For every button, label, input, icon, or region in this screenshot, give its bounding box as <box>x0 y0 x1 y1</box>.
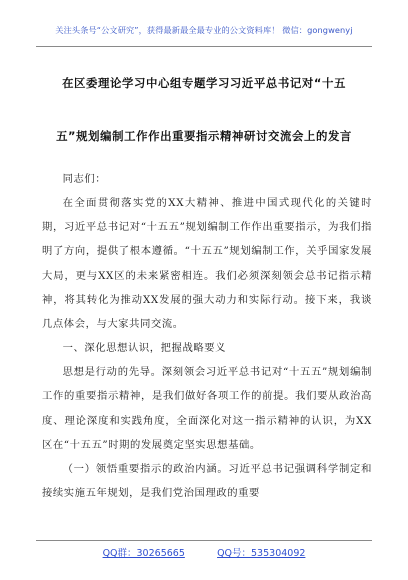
page-footer <box>36 540 372 569</box>
footer-qq-group[interactable]: QQ群：30265665 <box>102 548 185 559</box>
document-title-line-2: 五”规划编制工作作出重要指示精神研讨交流会上的发言 <box>56 129 352 143</box>
paragraph-intro: 在全面贯彻落实党的XX大精神、推进中国式现代化的关键时期，习近平总书记对“十五五”规划编制工作作出重要指示，为我们指明了方向，提供了根本遵循。“十五五”规划编制工作，关乎国家发展大局，更与XX区的未来紧密相连。我们必须深刻领会总书记指示精神，将其转化为推动XX发展的强大动力和实际行动。接下来，我谈几点体会，与大家共同交流。 <box>42 197 372 330</box>
footer-qq-number[interactable]: QQ号：535304092 <box>217 548 306 559</box>
section-heading-1: 一、深化思想认识，把握战略要义 <box>62 342 227 355</box>
page-header <box>36 18 372 47</box>
document-title-line-1: 在区委理论学习中心组专题学习习近平总书记对“十五 <box>62 76 346 90</box>
paragraph-section-1: 思想是行动的先导。深刻领会习近平总书记对“十五五”规划编制工作的重要指示精神，是我们做好各项工作的前提。我们要从政治高度、理论深度和实践角度，全面深化对这一指示精神的认识，为XX区在“十五五”时期的发展奠定坚实思想基础。 <box>42 366 372 451</box>
document-body <box>42 167 372 505</box>
paragraph-subsection-1: （一）领悟重要指示的政治内涵。习近平总书记强调科学制定和接续实施五年规划，是我们党治国理政的重要 <box>42 462 372 500</box>
header-promo-text: 关注头条号“公文研究”，获得最新最全最专业的公文资料库！ 微信：gongwenyj <box>55 25 353 35</box>
salutation: 同志们： <box>62 173 107 185</box>
